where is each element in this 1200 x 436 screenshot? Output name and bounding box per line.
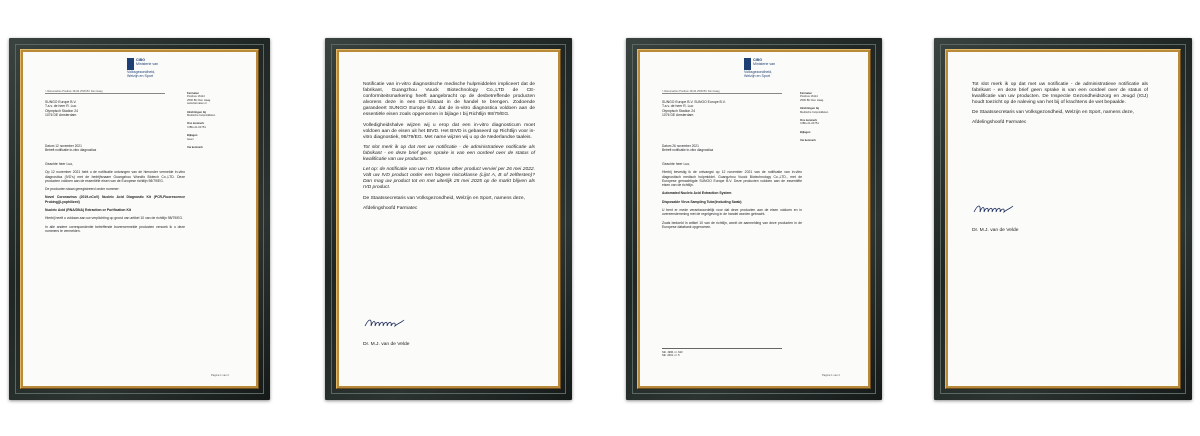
letter-frame-2 [325,38,572,400]
gold-mat [637,49,871,389]
letter-body: Geachte heer Luo, Op 12 november 2021 hebt u de notificatie ontvangen van de hieronder vermelde in-vitro diagnostica (IVD's) met de bedrijfsnaam Guangzhou Wondfo Biotech Co.,LTD. Deze producten voldoen aan de essentiële eisen van de Europese richtlijn 98/79/EG. De producten staan geregistreerd onder nummer: Novel Coronavirus (2019-nCoV) Nucleic Acid Diagnostic Kit (PCR-Fluorescence Probing)(Lyophilized) Nucleic Acid (RNA/DNA) Extraction or Purification Kit Hierbij heeft u voldaan aan uw verplichting op grond van artikel 10 van de richtlijn 98/79/EG. In alle andere correspondentie betreffende bovenvermelde producten verzoek ik u deze nummers te vermelden. [45,162,185,233]
letter-page-4 [948,52,1178,386]
letter-sidebar: Farmatec Postbus 16114 2500 BC Den Haag Inlichtingen bij Medische hulpmiddelen Ons kenmerk CIBG-21-04751 Bijlagen Uw kenmerk [800,92,829,143]
letter-page-1 [23,52,256,386]
crest-icon [744,58,751,70]
letter-body: Geachte heer Luo, Hierbij bevestig ik de ontvangst op 12 november 2021 van de notificatie van in-vitro diagnostisch medisch hulpmiddel. Guangzhou Vuuck Biotechnology Co.,LTD., met de Europese gemachtigde SUNGO Europe B.V. Deze producten voldoen aan de essentiële eisen van de richtlijn. Automated Nucleic Acid Extraction System Disposable Virus Sampling Tube(Including Swab) U bent er mede verantwoordelijk voor dat deze producten aan de eisen voldoen en in overeenstemming met de regelgeving in de handel worden gebracht. Zoals bedoeld in artikel 10 van de richtlijn, wordt de aanmelding van deze producten in de Europese databank opgenomen. [662,162,802,229]
signatory: Dr. M.J. van de Velde [363,342,410,347]
signature [363,314,407,332]
letter-frame-1 [9,38,270,400]
letter-frame-4 [934,38,1192,400]
letter-page-2 [339,52,558,386]
page-number: Pagina 1 van 2 [822,374,840,377]
letter-page-3 [640,52,868,386]
addressee-block: SUNGO Europe B.V. T.a.v. de heer R. Luo Olympisch Stadion 24 1076 DE Amsterdam [45,100,78,117]
addressee-block: SUNGO Europe B.V. SUNGO Europe B.V. T.a.v. de heer R. Luo Olympisch Stadion 24 1076 DE Amsterdam [662,100,726,117]
page-number: Pagina 1 van 2 [211,374,229,377]
letter-frame-3 [626,38,882,400]
letter-body: Tot slot merk ik op dat met uw notificatie - de administratieve notificatie als fabrikant - en deze brief geen sprake is van een oordeel over de status of kwalificatie van uw producten. De Inspectie Gezondheidszorg en Jeugd (IGJ) houdt toezicht op de naleving van het bij of krachtens de wet bepaalde. De Staatssecretaris van Volksgezondheid, Welzijn en Sport, namens deze, Afdelingshoofd Farmatec [972,82,1148,126]
letter-sidebar: Farmatec Postbus 16114 2500 BC Den Haag www.farmatec.nl Inlichtingen bij Medische hulpmiddelen Ons kenmerk CIBG-21-04751 Bijlagen Geen Uw kenmerk [187,92,216,150]
signature [972,200,1016,218]
gold-mat [20,49,259,389]
gold-mat [336,49,561,389]
gold-mat [945,49,1181,389]
org-logo: CIBG Ministerie van Volksgezondheid, Welzijn en Sport [127,58,159,79]
letter-body: Notificatie van in-vitro diagnostische medische hulpmiddelen impliceert dat de fabrikant, Guangzhou Vuuck Biotechnology Co.,LTD de CE-conformiteitsmarkering heeft aangebracht op de desbetreffende producten alvorens deze in een EU-lidstaat in de handel te brengen. Zodoende garandeert SUNGO Europe B.V. dat de in-vitro diagnostica voldoen aan de essentiële eisen zoals opgenomen in bijlage I bij Richtlijn 98/79/EG. Volledigheidshalve wijzen wij u erop dat een in-vitro diagnosticum moet voldoen aan de eisen uit het BIVD. Het BIVD is gebaseerd op Richtlijn voor in-vitro diagnostiek, 98/79/EG. Met name wijzen wij u op de Nederlandse taaleis. Tot slot merk ik op dat met uw notificatie - de administratieve notificatie als fabrikant - en deze brief geen sprake is van een oordeel over de status of kwalificatie van uw producten. Let op: de notificatie van uw IVD Klasse other product verviel per 26 mei 2022. Valt uw IVD product onder een hogere risicoklasse (Lijst A, B of zelftesten)? Dan mag uw product tot en met uiterlijk 25 mei 2025 op de markt blijven als IVD product. De Staatssecretaris van Volksgezondheid, Welzijn en Sport, namens deze, Afdelingshoofd Farmatec [363,82,535,211]
org-logo: CIBG Ministerie van Volksgezondheid, Welzijn en Sport [744,58,776,79]
signatory: Dr. M.J. van de Velde [972,228,1019,233]
footnotes: Stb. 1996, nr. 623 Stb. 2001, nr. 5 [662,348,782,358]
return-address: > Retouradres Postbus 16114 2500 BC Den Haag [45,90,165,94]
return-address: > Retouradres Postbus 16114 2500 BC Den Haag [662,90,782,94]
date-subject: Datum 12 november 2021 Betreft notificatie in-vitro diagnostica [45,144,97,153]
crest-icon [127,58,134,70]
date-subject: Datum 26 november 2021 Betreft notificatie in-vitro diagnostica [662,144,714,153]
